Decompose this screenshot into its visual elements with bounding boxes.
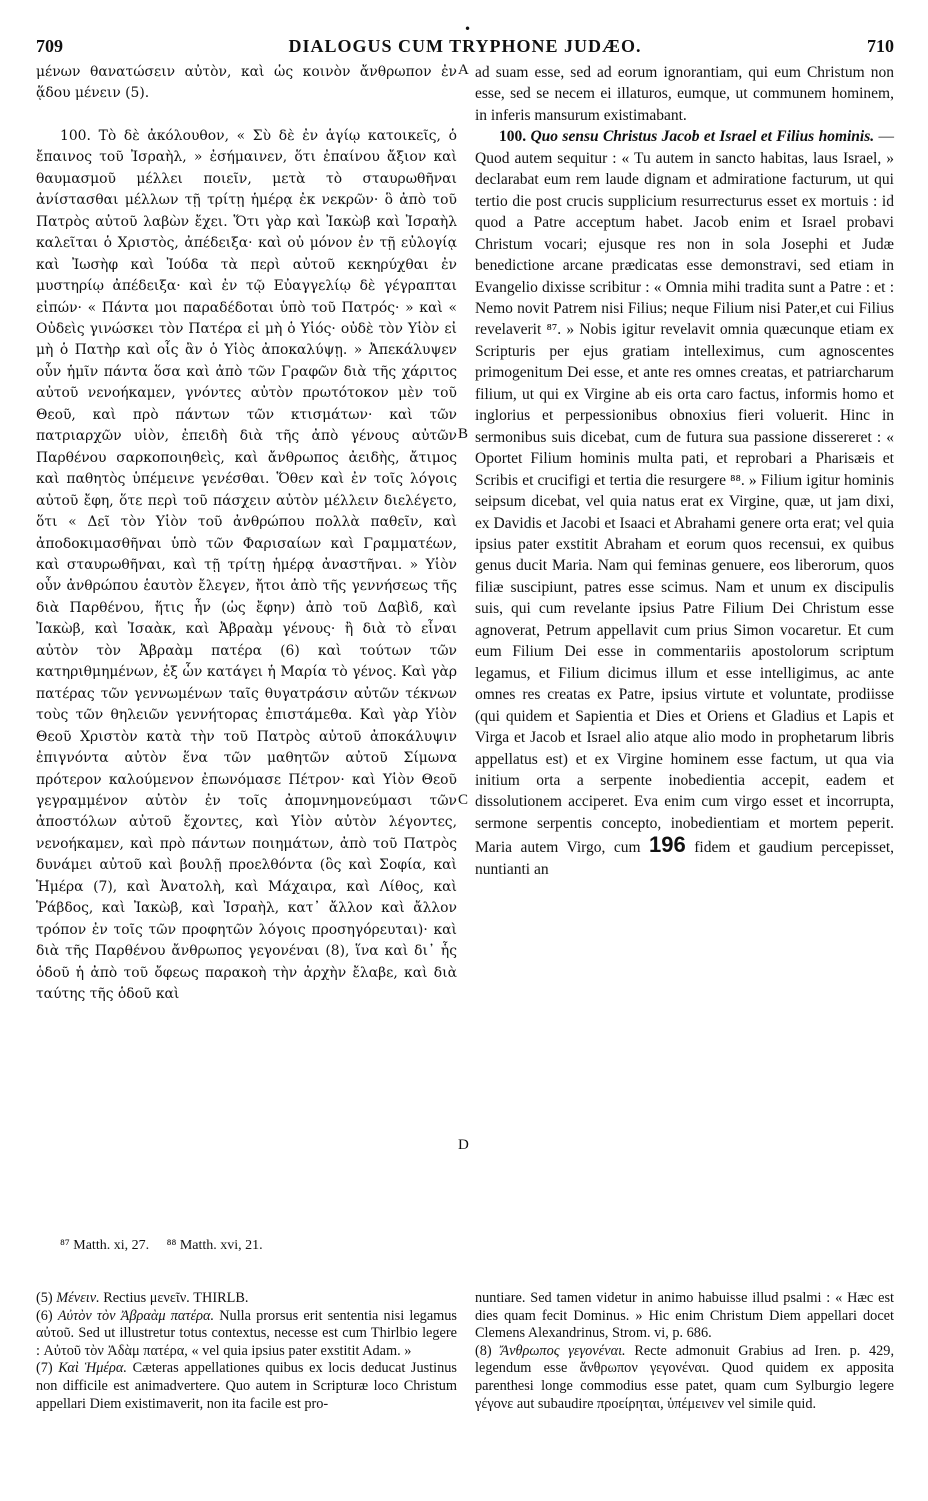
footnote-5-term: Μένειν. [56, 1290, 100, 1306]
latin-paragraph-1: ad suam esse, sed ad eorum ignorantiam, qui eum Christum non esse, sed se necem ei illaturos, eumque, ut communem hominem, in inferis mansurum existimabant. [475, 64, 894, 124]
top-mark: • [464, 22, 472, 36]
footnote-8-term: Ἄνθρωπος γεγονέναι. [500, 1342, 626, 1359]
margin-letter-d: D [458, 1137, 469, 1153]
margin-letter-c: C [458, 792, 469, 808]
latin-column [475, 62, 894, 880]
footnote-5: (5) Μένειν. Rectius μενεῖν. THIRLB. [36, 1290, 249, 1306]
greek-column [36, 62, 457, 1005]
footnote-6-term: Αὐτὸν τὸν Ἀβραὰμ πατέρα. [57, 1307, 215, 1324]
page-header [36, 36, 894, 62]
footnotes-right [475, 1290, 894, 1413]
footnote-7-continued: nuntiare. Sed tamen videtur in animo habuisse illud psalmi : « Hæc est dies quam fecit Dominus. » Hic enim Christum Diem appellari docet Clemens Alexandrinus, Strom. vi, p. 686. [475, 1290, 894, 1342]
page-number-right: 710 [867, 36, 894, 56]
latin-section-text: — Quod autem sequitur : « Tu autem in sancto habitas, laus Israel, » declarabat eum rem laude dignam et admiratione facturum, ut qui tertio die post crucis supplicium resurrecturus esset ex mortuis : id quod a Patre acceptum habet. Jacob enim et Israel probavi Christum vocari; ejusque res non in sola Josephi et Judæ benedictione arcane prædicatas esse demonstravi, sed etiam in Evangelio dixisse scribitur : « Omnia mihi tradita sunt a Patre : et : Nemo novit Patrem nisi Filius; neque Filium nisi Pater,et cui Filius revelaverit ⁸⁷. » Nobis igitur revelavit omnia quæcunque etiam ex Scripturis per ejus gratiam intelleximus, cum agnoscentes primogenitum Dei esse, et ante res omnes creatas, et patriarcharum filium, ut qui ex Virgine ab eis orta caro factus, informis homo et inglorius et perpessionibus obnoxius fieri voluerit. Hinc in sermonibus suis dicebat, cum de futura sua passione dissereret : « Oportet Filium hominis multa pati, et reprobari a Pharisæis et Scribis et crucifigi et tertia die resurgere ⁸⁸. » Filium igitur hominis seipsum dicebat, vel quia natus erat ex Virgine, quæ, ut jam dixi, ex Davidis et Jacobi et Isaaci et Abrahami genere orta erat; vel quia ipsius pater exstitit Abraham et eorum quos recensui, ex quibus genus ducit Maria. Nam qui feminas genuere, eos liberorum, quos filiæ suscipiunt, patres esse scimus. Nam et unum ex discipulis suis, qui cum revelante ipsius Patre Filium Dei Christum esse agnoverat, Petrum appellavit cum prius Simon vocaretur. Et cum eum Filium Dei esse in commentariis apostolorum scriptum legamus, et Filium dicimus illum et esse intelligimus, ac ante omnes res creatas ex Patre, ipsius virtute et voluntate, prodiisse (qui quidem et Sapientia et Dies et Oriens et Gladius et Lapis et Virga et Jacob et Israel alio atque alio modo in prophetarum libris appellatus est) et ex Virgine hominem esse factum, ut qua via initium orta a serpente inobedientia accepit, eadem et dissolutionem acciperet. Eva enim cum virgo esset et incorrupta, sermone serpentis concepto, inobedientiam et mortem peperit. Maria autem Virgo, cum [475, 128, 895, 857]
greek-paragraph-1: μένων θανατώσειν αὐτὸν, καὶ ὡς κοινὸν ἄνθρωπον ἐν ᾅδου μένειν (5). [36, 64, 457, 102]
margin-letter-b: B [458, 426, 469, 442]
page-marker-196: 196 [649, 832, 686, 858]
latin-section-text-end: fidem et gaudium percepisset, nuntianti an [475, 839, 894, 878]
latin-section-number: 100. [499, 128, 527, 146]
latin-paragraph-2 [475, 126, 894, 880]
running-title: DIALOGUS CUM TRYPHONE JUDÆO. [288, 36, 642, 56]
page-number-left: 709 [36, 36, 63, 56]
footnote-6: (6) Αὐτὸν τὸν Ἀβραὰμ πατέρα. Nulla prorsus erit sententia nisi legamus αὐτοῦ. Sed ut illustretur totus contextus, necesse est cum Thirlbio legere : Αὐτοῦ τὸν Ἀδὰμ πατέρα, « vel quia ipsius pater exstitit Adam. » [36, 1307, 457, 1359]
footnotes-left [36, 1290, 457, 1413]
margin-letter-a: A [458, 62, 469, 78]
greek-paragraph-2: 100. Τὸ δὲ ἀκόλουθον, « Σὺ δὲ ἐν ἁγίῳ κατοικεῖς, ὁ ἔπαινος τοῦ Ἰσραὴλ, » ἐσήμαινεν, ὅτι ἐπαίνου ἄξιον καὶ θαυμασμοῦ μέλλει ποιεῖν, μετὰ τὸ σταυρωθῆναι ἀνίστασθαι μέλλων τῇ τρίτῃ ἡμέρᾳ ἐκ νεκρῶν· ὃ ἀπὸ τοῦ Πατρὸς αὐτοῦ λαβὼν ἔχει. Ὅτι γὰρ καὶ Ἰακὼβ καὶ Ἰσραὴλ καλεῖται ὁ Χριστὸς, ἀπέδειξα· καὶ οὐ μόνον ἐν τῇ εὐλογίᾳ καὶ Ἰωσὴφ καὶ Ἰούδα τὰ περὶ αὐτοῦ κεκηρύχθαι ἐν μυστηρίῳ ἀπέδειξα· καὶ ἐν τῷ Εὐαγγελίῳ δὲ γέγραπται εἰπών· « Πάντα μοι παραδέδοται ὑπὸ τοῦ Πατρός· » καὶ « Οὐδεὶς γινώσκει τὸν Πατέρα εἰ μὴ ὁ Υἱός· οὐδὲ τὸν Υἱὸν εἰ μὴ ὁ Πατὴρ καὶ οἷς ἂν ὁ Υἱὸς ἀποκαλύψῃ. » Ἀπεκάλυψεν οὖν ἡμῖν πάντα ὅσα καὶ ἀπὸ τῶν Γραφῶν διὰ τῆς χάριτος αὐτοῦ νενοήκαμεν, γνόντες αὐτὸν πρωτότοκον μὲν τοῦ Θεοῦ, καὶ πρὸ πάντων τῶν κτισμάτων· καὶ τῶν πατριαρχῶν υἱὸν, ἐπειδὴ διὰ τῆς ἀπὸ γένους αὐτῶν Παρθένου σαρκοποιηθεὶς, καὶ ἄνθρωπος ἀειδὴς, ἄτιμος καὶ παθητὸς ὑπέμεινε γενέσθαι. Ὅθεν καὶ ἐν τοῖς λόγοις αὐτοῦ ἔφη, ὅτε περὶ τοῦ πάσχειν αὐτὸν μέλλειν διελέγετο, ὅτι « Δεῖ τὸν Υἱὸν τοῦ ἀνθρώπου πολλὰ παθεῖν, καὶ ἀποδοκιμασθῆναι ὑπὸ τῶν Φαρισαίων καὶ Γραμματέων, καὶ σταυρωθῆναι, καὶ τῇ τρίτῃ ἡμέρᾳ ἀναστῆναι. » Υἱὸν οὖν ἀνθρώπου ἑαυτὸν ἔλεγεν, ἤτοι ἀπὸ τῆς γεννήσεως τῆς διὰ Παρθένου, ἥτις ἦν (ὡς ἔφην) ἀπὸ τοῦ Δαβὶδ, καὶ Ἰακὼβ, καὶ Ἰσαὰκ, καὶ Ἀβραὰμ γένους· ἢ διὰ τὸ εἶναι αὐτὸν τὸν Ἀβραὰμ πατέρα (6) καὶ τούτων τῶν κατηριθμημένων, ἐξ ὧν κατάγει ἡ Μαρία τὸ γένος. Καὶ γὰρ πατέρας τῶν γεννωμένων ταῖς θυγατράσιν αὐτῶν τέκνων τοὺς τῶν θηλειῶν γεννήτορας ἐπιστάμεθα. Καὶ γὰρ Υἱὸν Θεοῦ Χριστὸν κατὰ τὴν τοῦ Πατρὸς αὐτοῦ ἀποκάλυψιν ἐπιγνόντα αὐτὸν ἕνα τῶν μαθητῶν αὐτοῦ Σίμωνα πρότερον καλούμενον ἐπωνόμασε Πέτρον· καὶ Υἱὸν Θεοῦ γεγραμμένον αὐτὸν ἐν τοῖς ἀπομνημονεύμασι τῶν ἀποστόλων αὐτοῦ ἔχοντες, καὶ Υἱὸν αὐτὸν λέγοντες, νενοήκαμεν, καὶ πρὸ πάντων ποιημάτων, ἀπὸ τοῦ Πατρὸς δυνάμει αὐτοῦ καὶ βουλῇ προελθόντα (ὃς καὶ Σοφία, καὶ Ἡμέρα (7), καὶ Ἀνατολὴ, καὶ Μάχαιρα, καὶ Λίθος, καὶ Ῥάβδος, καὶ Ἰακὼβ, καὶ Ἰσραὴλ, κατ᾽ ἄλλον καὶ ἄλλον τρόπον ἐν τοῖς τῶν προφητῶν λόγοις προσηγόρευται)· καὶ διὰ τῆς Παρθένου ἄνθρωπος γεγονέναι (8), ἵνα καὶ δι᾽ ἧς ὁδοῦ ἡ ἀπὸ τοῦ ὄφεως παρακοὴ τὴν ἀρχὴν ἔλαβε, καὶ διὰ ταύτης τῆς ὁδοῦ καὶ [36, 127, 457, 1003]
scripture-references [60, 1238, 460, 1254]
latin-section-title: Quo sensu Christus Jacob et Israel et Filius hominis. [530, 128, 875, 146]
reference-87: ⁸⁷ Matth. xi, 27. [60, 1238, 150, 1253]
reference-88: ⁸⁸ Matth. xvi, 21. [166, 1238, 263, 1253]
footnote-7-term: Καὶ Ἡμέρα. [58, 1360, 127, 1377]
footnote-8: (8) Ἄνθρωπος γεγονέναι. Recte admonuit Grabius ad Iren. p. 429, legendum esse ἄνθρωπον γεγονέναι. Quod quidem ex apposita parenthesi longe commodius esse patet, quam cum Sylburgio legere γέγονε aut subaudire προείρηται, ὑπέμεινεν vel simile quid. [475, 1342, 895, 1412]
footnote-7: (7) Καὶ Ἡμέρα. Cæteras appellationes quibus ex locis deducat Justinus non difficile est animadvertere. Quo autem in Scripturæ loco Christum appellari Diem existimaverit, non ita facile est pro- [36, 1360, 457, 1412]
